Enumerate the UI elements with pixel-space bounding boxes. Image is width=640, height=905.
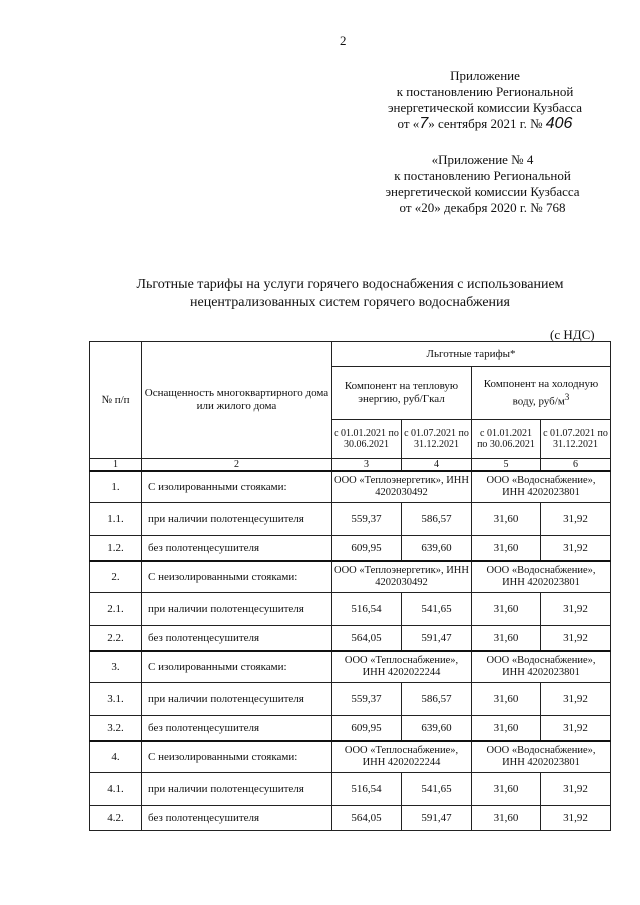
heat-supplier: ООО «Теплоснабжение», ИНН 4202022244 — [332, 651, 472, 683]
row-name: при наличии полотенцесушителя — [142, 593, 332, 626]
heat-supplier: ООО «Теплоэнергетик», ИНН 4202030492 — [332, 471, 472, 503]
value-heat-h2: 591,47 — [402, 806, 472, 831]
value-water-h2: 31,92 — [541, 683, 611, 716]
water-component-label: Компонент на холодную воду, руб/м — [483, 377, 599, 408]
value-heat-h2: 591,47 — [402, 626, 472, 652]
table-row — [90, 773, 611, 806]
value-heat-h1: 559,37 — [332, 683, 402, 716]
row-name: без полотенцесушителя — [142, 716, 332, 742]
value-water-h2: 31,92 — [541, 536, 611, 562]
row-number: 3.1. — [90, 683, 142, 716]
vat-note: (с НДС) — [550, 327, 595, 342]
appendix4-line4: от «20» декабря 2020 г. № 768 — [399, 200, 566, 215]
table-row — [90, 651, 611, 683]
appendix-line1: Приложение — [450, 68, 520, 83]
col-number: 6 — [541, 459, 611, 472]
header-tariffs: Льготные тарифы* — [332, 342, 611, 367]
appendix4-line1: «Приложение № 4 — [431, 152, 534, 167]
col-number: 5 — [472, 459, 541, 472]
col-number: 3 — [332, 459, 402, 472]
date-middle: » сентября 2021 г. № — [428, 116, 543, 131]
value-water-h2: 31,92 — [541, 716, 611, 742]
value-water-h1: 31,60 — [472, 503, 541, 536]
value-water-h2: 31,92 — [541, 503, 611, 536]
col-number: 2 — [142, 459, 332, 472]
document-title — [85, 276, 615, 312]
date-prefix: от « — [397, 116, 420, 131]
table-row — [90, 716, 611, 742]
value-water-h2: 31,92 — [541, 773, 611, 806]
value-heat-h1: 609,95 — [332, 716, 402, 742]
table-body — [90, 471, 611, 831]
value-heat-h2: 586,57 — [402, 503, 472, 536]
handwritten-number: 406 — [545, 115, 573, 132]
appendix-date — [360, 116, 610, 132]
table-row — [90, 626, 611, 652]
value-water-h1: 31,60 — [472, 806, 541, 831]
group-number: 4. — [90, 741, 142, 773]
period-4: с 01.07.2021 по 31.12.2021 — [541, 420, 611, 459]
row-name: без полотенцесушителя — [142, 536, 332, 562]
period-1: с 01.01.2021 по 30.06.2021 — [332, 420, 402, 459]
value-heat-h2: 639,60 — [402, 716, 472, 742]
group-number: 3. — [90, 651, 142, 683]
row-number: 1.1. — [90, 503, 142, 536]
row-number: 2.1. — [90, 593, 142, 626]
col-number: 4 — [402, 459, 472, 472]
value-heat-h1: 564,05 — [332, 806, 402, 831]
water-supplier: ООО «Водоснабжение», ИНН 4202023801 — [472, 741, 611, 773]
group-number: 2. — [90, 561, 142, 593]
table-row — [90, 536, 611, 562]
water-supplier: ООО «Водоснабжение», ИНН 4202023801 — [472, 471, 611, 503]
header-heat-component: Компонент на тепловую энергию, руб/Гкал — [332, 367, 472, 420]
title-line1: Льготные тарифы на услуги горячего водоснабжения с использованием — [136, 277, 564, 292]
value-heat-h1: 516,54 — [332, 593, 402, 626]
group-name: С неизолированными стояками: — [142, 561, 332, 593]
tariff-table — [89, 341, 611, 831]
period-3: с 01.01.2021 по 30.06.2021 — [472, 420, 541, 459]
value-water-h1: 31,60 — [472, 593, 541, 626]
value-heat-h1: 564,05 — [332, 626, 402, 652]
row-number: 4.2. — [90, 806, 142, 831]
value-water-h1: 31,60 — [472, 683, 541, 716]
value-heat-h2: 541,65 — [402, 773, 472, 806]
row-name: при наличии полотенцесушителя — [142, 503, 332, 536]
header-water-component — [472, 367, 611, 420]
value-water-h2: 31,92 — [541, 626, 611, 652]
value-water-h2: 31,92 — [541, 593, 611, 626]
group-name: С изолированными стояками: — [142, 651, 332, 683]
appendix-line3: энергетической комиссии Кузбасса — [387, 100, 583, 115]
page-number: 2 — [340, 33, 347, 48]
appendix4-line3: энергетической комиссии Кузбасса — [385, 184, 580, 199]
table-row — [90, 593, 611, 626]
water-supplier: ООО «Водоснабжение», ИНН 4202023801 — [472, 561, 611, 593]
title-line2: нецентрализованных систем горячего водоснабжения — [190, 295, 510, 310]
appendix-header — [360, 68, 610, 132]
row-number: 2.2. — [90, 626, 142, 652]
heat-supplier: ООО «Теплоснабжение», ИНН 4202022244 — [332, 741, 472, 773]
table-row — [90, 471, 611, 503]
value-heat-h1: 559,37 — [332, 503, 402, 536]
value-heat-h2: 541,65 — [402, 593, 472, 626]
table-row — [90, 683, 611, 716]
value-water-h1: 31,60 — [472, 536, 541, 562]
period-2: с 01.07.2021 по 31.12.2021 — [402, 420, 472, 459]
table-row — [90, 806, 611, 831]
appendix-line2: к постановлению Региональной — [396, 84, 574, 99]
header-num: № п/п — [90, 342, 142, 459]
row-number: 1.2. — [90, 536, 142, 562]
row-name: при наличии полотенцесушителя — [142, 683, 332, 716]
value-water-h2: 31,92 — [541, 806, 611, 831]
value-heat-h1: 516,54 — [332, 773, 402, 806]
group-number: 1. — [90, 471, 142, 503]
header-equipment: Оснащенность многоквартирного дома или жилого дома — [142, 342, 332, 459]
row-name: при наличии полотенцесушителя — [142, 773, 332, 806]
value-heat-h2: 639,60 — [402, 536, 472, 562]
row-number: 4.1. — [90, 773, 142, 806]
water-component-unit-exp: 3 — [564, 391, 570, 402]
table-row — [90, 741, 611, 773]
group-name: С изолированными стояками: — [142, 471, 332, 503]
value-heat-h1: 609,95 — [332, 536, 402, 562]
value-water-h1: 31,60 — [472, 626, 541, 652]
row-name: без полотенцесушителя — [142, 626, 332, 652]
col-number: 1 — [90, 459, 142, 472]
appendix4-line2: к постановлению Региональной — [394, 168, 571, 183]
table-row — [90, 561, 611, 593]
water-supplier: ООО «Водоснабжение», ИНН 4202023801 — [472, 651, 611, 683]
row-name: без полотенцесушителя — [142, 806, 332, 831]
heat-supplier: ООО «Теплоэнергетик», ИНН 4202030492 — [332, 561, 472, 593]
group-name: С неизолированными стояками: — [142, 741, 332, 773]
row-number: 3.2. — [90, 716, 142, 742]
handwritten-day: 7 — [419, 115, 429, 132]
value-water-h1: 31,60 — [472, 716, 541, 742]
value-heat-h2: 586,57 — [402, 683, 472, 716]
table-row — [90, 503, 611, 536]
value-water-h1: 31,60 — [472, 773, 541, 806]
appendix4-header — [355, 152, 610, 216]
